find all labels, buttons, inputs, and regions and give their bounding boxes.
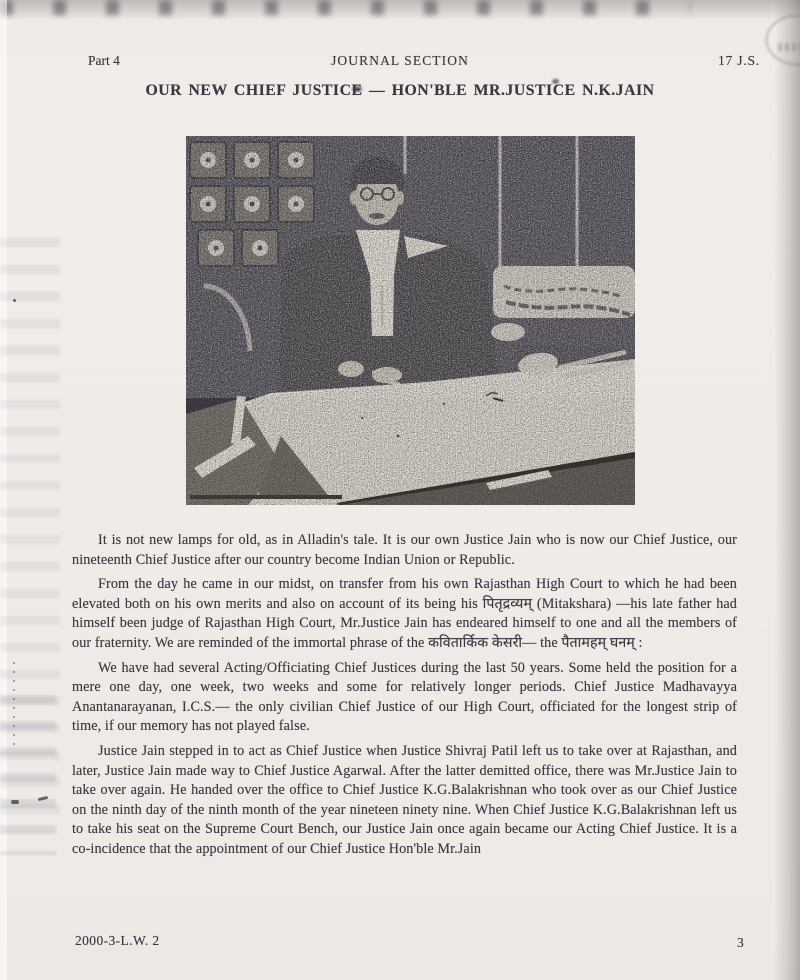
paragraph-4: Justice Jain stepped in to act as Chief Justice when Justice Shivraj Patil left us to take over at Rajasthan, and later, Justice Jain made way to Chief Justice Agarwal. After the latter demitted office, there was Mr.Justice Jain to take over again. He handed over the office to Chief Justice K.G.Balakrishnan who took over as our Chief Justice on the ninth day of the ninth month of the year nineteen ninety nine. When Chief Justice K.G.Balakrishnan left us to take his seat on the Supreme Court Bench, our Justice Jain once again became our Acting Chief Justice. It is a co-incidence that the appointment of our Chief Justice Hon'ble Mr.Jain (72, 742, 737, 857)
footer-volume-reference: 2000-3-L.W. 2 (75, 933, 160, 948)
ink-speck (11, 800, 19, 804)
header-issue-label: 17 J.S. (718, 53, 760, 68)
scan-right-page-edge (774, 0, 800, 980)
library-stamp-text-blur (778, 43, 800, 51)
article-title: OUR NEW CHIEF JUSTICE — HON'BLE MR.JUSTICE N.K.JAIN (145, 82, 655, 99)
paragraph-2: From the day he came in our midst, on transfer from his own Rajasthan High Court to which he had been elevated both on his own merits and also on account of its being his पितृद्रव्यम् (Mitakshara) —his late father had himself been judge of Rajasthan High Court, Mr.Justice Jain has endeared himself to one and all the members of our fraternity. We are reminded of the immortal phrase of the कवितार्किक केसरी— the पैतामहम् घनम् : (72, 576, 737, 651)
article-body (72, 531, 737, 865)
scan-binding-marks (0, 0, 690, 15)
photo-justice-at-desk (186, 136, 635, 505)
header-section-label: JOURNAL SECTION (331, 53, 469, 68)
bleed-through-text (0, 695, 56, 855)
ink-speck (13, 299, 16, 302)
paragraph-3: We have had several Acting/Officiating Chief Justices during the last 50 years. Some held the position for a mere one day, one week, two weeks and some for relatively longer periods. Chief Justice Madhavayya Anantanarayanan, I.C.S.— the only civilian Chief Justice of our High Court, officiated for the longest strip of time, if our memory has not played false. (72, 659, 737, 735)
header-part-label: Part 4 (88, 53, 120, 68)
page-header (0, 53, 800, 71)
footer-page-number: 3 (737, 935, 744, 950)
paragraph-1: It is not new lamps for old, as in Alladin's tale. It is our own Justice Jain who is now our Chief Justice, our nineteenth Chief Justice after our country become Indian Union or Republic. (72, 532, 737, 568)
margin-dotted-line (13, 662, 15, 748)
